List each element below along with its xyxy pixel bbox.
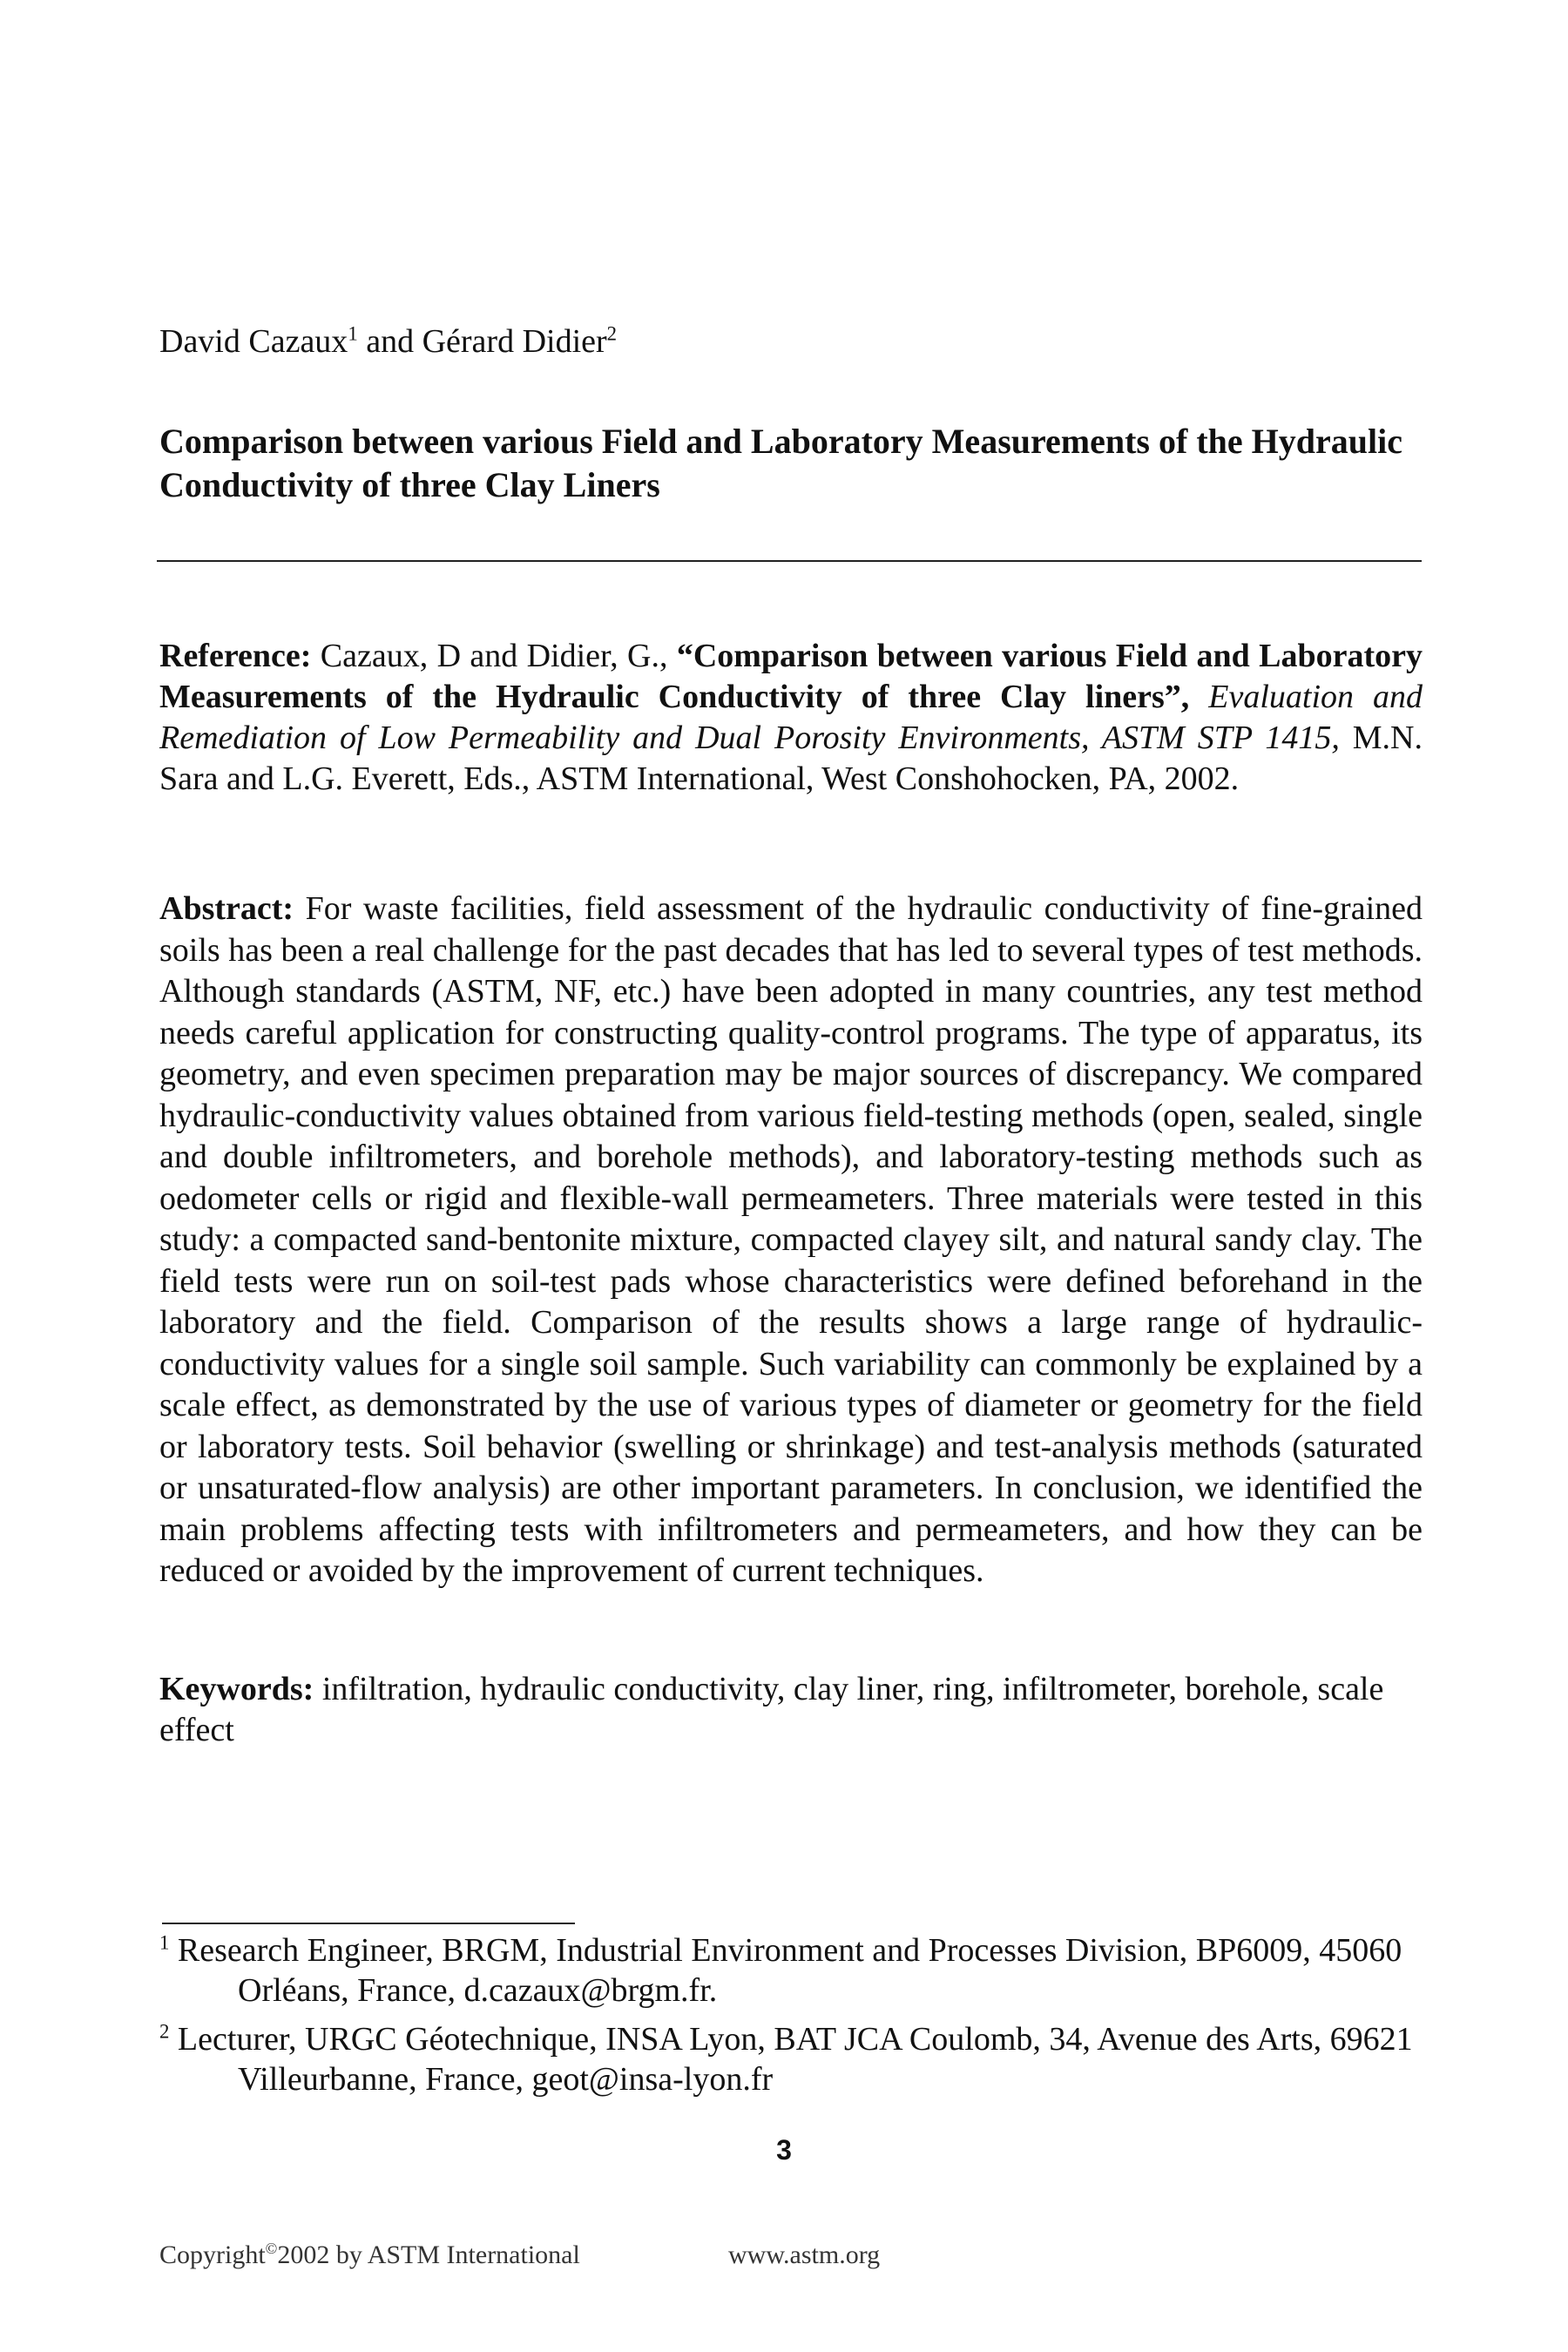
keywords-text: infiltration, hydraulic conductivity, clay liner, ring, infiltrometer, borehole, scale effect [159,1671,1384,1748]
keywords-label: Keywords: [159,1671,314,1707]
author-line [159,321,1423,362]
author-conjunction: and [357,323,422,360]
copyright-prefix: Copyright [159,2240,266,2269]
copyright-suffix: 2002 by ASTM International [277,2240,580,2269]
publisher-url[interactable]: www.astm.org [728,2240,881,2269]
footnote-1 [159,1930,1423,2011]
reference-authors: Cazaux, D and Didier, G., [311,638,677,674]
reference-paragraph [159,636,1423,800]
keywords-paragraph [159,1669,1423,1751]
footnote-2-text: Lecturer, URGC Géotechnique, INSA Lyon, BAT JCA Coulomb, 34, Avenue des Arts, 69621 Villeurbanne, France, geot@insa-lyon.fr [169,2021,1413,2098]
page-number: 3 [776,2134,792,2166]
author-2-affiliation-mark: 2 [606,322,618,345]
footnote-1-text: Research Engineer, BRGM, Industrial Environment and Processes Division, BP6009, 45060 Orléans, France, d.cazaux@brgm.fr. [169,1932,1402,2009]
author-1: David Cazaux [159,323,348,360]
footnote-divider [162,1923,575,1924]
footnotes [159,1930,1423,2108]
paper-title: Comparison between various Field and Laboratory Measurements of the Hydraulic Conductivity of three Clay Liners [159,422,1402,504]
reference-paper-title: “Comparison between various Field and Laboratory Measurements of the Hydraulic Conductivity of three Clay liners”, [159,638,1423,715]
footnote-1-mark: 1 [159,1931,170,1954]
copyright-notice [159,2240,580,2270]
abstract-label: Abstract: [159,890,294,927]
author-2: Gérard Didier [422,323,607,360]
title-divider [157,560,1422,562]
footnote-2-mark: 2 [159,2020,170,2043]
copyright-symbol: © [265,2240,278,2257]
author-1-affiliation-mark: 1 [348,322,358,345]
abstract-paragraph [159,889,1423,1592]
footnote-2 [159,2019,1423,2099]
reference-volume: Evaluation and Remediation of Low Permeability and Dual Porosity Environments, ASTM STP 1415, [159,679,1423,756]
reference-label: Reference: [159,638,312,674]
reference-publication-details: M.N. Sara and L.G. Everett, Eds., ASTM International, West Conshohocken, PA, 2002. [159,720,1423,797]
abstract-text: For waste facilities, field assessment of the hydraulic conductivity of fine-grained soils has been a real challenge for the past decades that has led to several types of test methods. Although standards (ASTM, NF, etc.) have been adopted in many countries, any test method needs careful application for constructing quality-control programs. The type of apparatus, its geometry, and even specimen preparation may be major sources of discrepancy. We compared hydraulic-conductivity values obtained from various field-testing methods (open, sealed, single and double infiltrometers, and borehole methods), and laboratory-testing methods such as oedometer cells or rigid and flexible-wall permeameters. Three materials were tested in this study: a compacted sand-bentonite mixture, compacted clayey silt, and natural sandy clay. The field tests were run on soil-test pads whose characteristics were defined beforehand in the laboratory and the field. Comparison of the results shows a large range of hydraulic-conductivity values for a single soil sample. Such variability can commonly be explained by a scale effect, as demonstrated by the use of various types of diameter or geometry for the field or laboratory tests. Soil behavior (swelling or shrinkage) and test-analysis methods (saturated or unsaturated-flow analysis) are other important parameters. In conclusion, we identified the main problems affecting tests with infiltrometers and permeameters, and how they can be reduced or avoided by the improvement of current techniques. [159,890,1423,1589]
